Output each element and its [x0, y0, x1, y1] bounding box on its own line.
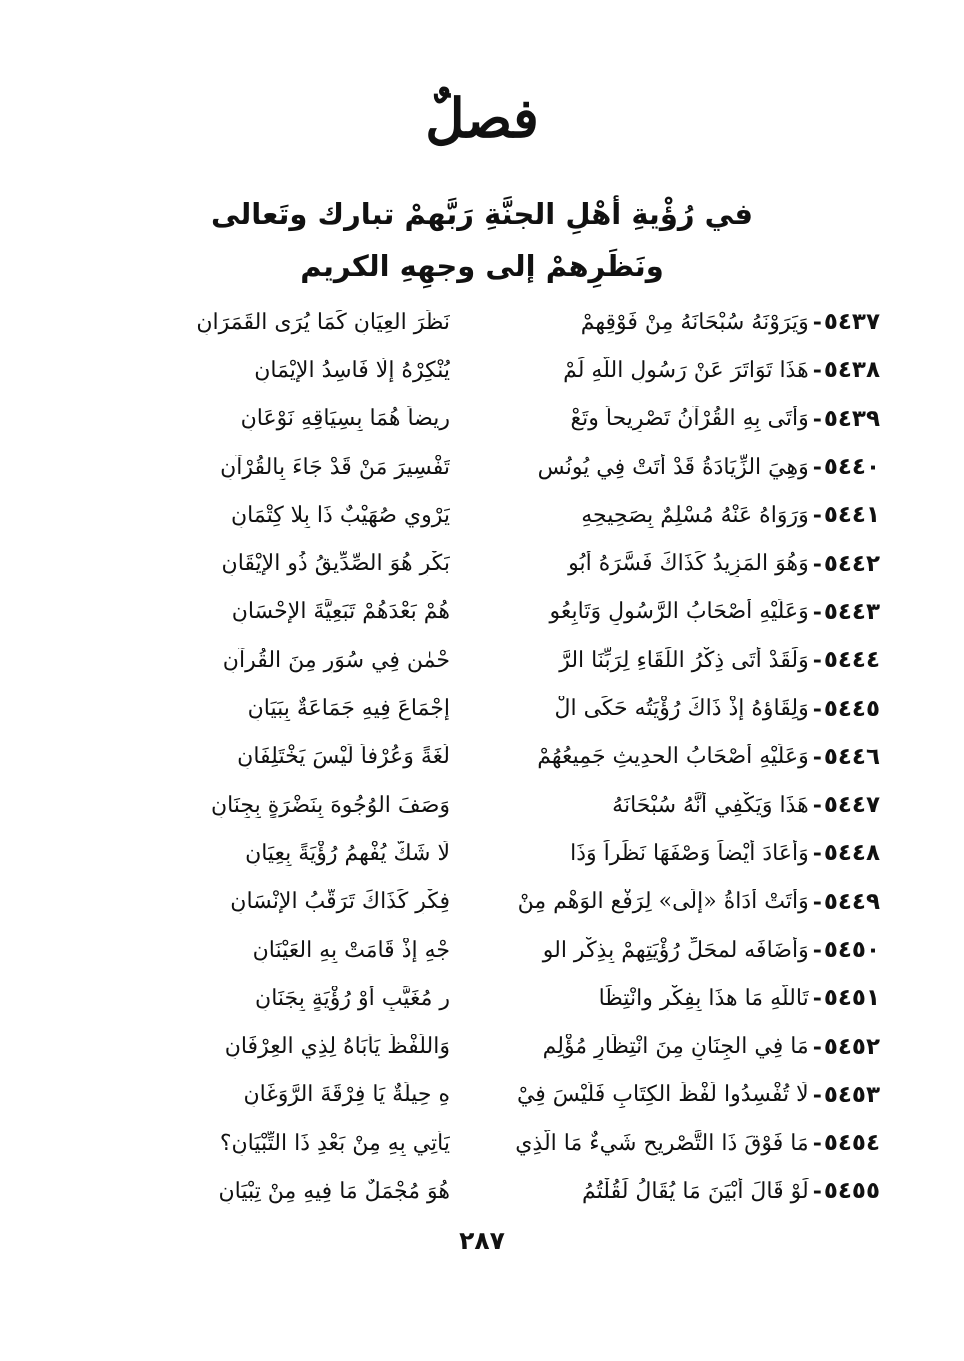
verse-row — [70, 829, 880, 877]
second-hemistich: لَا شَكَّ يُفْهِمُ رُؤْيَةً بِعِيَانِ — [245, 840, 450, 866]
verse-number: ٥٤٥٠ — [823, 937, 880, 963]
verse-dash: - — [812, 454, 822, 481]
first-hemistich — [500, 551, 880, 577]
verse-row — [70, 346, 880, 394]
verse-row — [70, 443, 880, 491]
verse-number: ٥٤٤١ — [823, 502, 880, 529]
first-hemistich-text: وَأتَتْ أدَاةُ «إلَى» لِرَفْعِ الوَهْمِ مِنْ — [517, 889, 809, 915]
verse-row — [70, 1022, 880, 1070]
page-number: ٢٨٧ — [459, 1226, 505, 1255]
chapter-subtitle — [120, 188, 844, 292]
first-hemistich — [500, 406, 880, 432]
verse-row — [70, 781, 880, 829]
first-hemistich-text: لَا تُفْسِدُوا لَفْظَ الكِتَابِ فَلَيْسَ فِيْ — [516, 1082, 809, 1108]
second-hemistich: نَظَرَ العِيَانِ كَمَا يُرَى القَمَرَانِ — [196, 309, 450, 335]
second-hemistich: رِ مُغَيَّبٍ أوْ رُؤْيَةٍ بِجَنَانِ — [255, 985, 450, 1011]
verse-number: ٥٤٣٩ — [823, 405, 880, 432]
first-hemistich — [500, 985, 880, 1011]
verse-dash: - — [812, 502, 822, 529]
first-hemistich — [500, 792, 880, 818]
first-hemistich-text: وَرَوَاهُ عَنْهُ مُسْلِمٌ بِصَحِيحِهِ — [581, 502, 809, 528]
verse-dash: - — [812, 888, 822, 915]
chapter-heading: فصلٌ — [425, 86, 539, 150]
verse-row — [70, 636, 880, 684]
verse-row — [70, 298, 880, 346]
second-hemistich: هُمْ بَعْدَهُمْ تَبَعِيَّةَ الإحْسَانِ — [231, 599, 450, 625]
second-hemistich: حْمٰنِ فِي سُوَرٍ مِنَ القُرآنِ — [222, 647, 450, 673]
verse-row — [70, 1119, 880, 1167]
subtitle-line-2: ونَظَرِهمْ إلى وجهِهِ الكريم — [300, 249, 664, 283]
second-hemistich: وَاللَفْظُ يَأْبَاهُ لِذِي العِرْفَانِ — [224, 1034, 450, 1060]
first-hemistich — [500, 744, 880, 770]
first-hemistich — [500, 357, 880, 383]
second-hemistich: وَصَفَ الوُجُوهَ بِنَضْرَةٍ بِجِنَانِ — [210, 792, 450, 818]
verse-dash: - — [812, 598, 822, 625]
first-hemistich — [500, 889, 880, 915]
first-hemistich-text: تَاللَّهِ مَا هذَا بِفِكْرٍ وانْتِظَا — [598, 985, 809, 1011]
first-hemistich-text: لَوْ قَالَ أبْيَنَ مَا يُقَالُ لَقُلْتُمُ — [582, 1178, 809, 1204]
verse-dash: - — [812, 792, 822, 819]
first-hemistich-text: وَهُوَ المَزِيدُ كَذَاكَ فَسَّرَهُ أبُو — [568, 551, 809, 577]
first-hemistich-text: مَا فَوْقَ ذَا التَّصْرِيحِ شَيءٌ مَا الَّذِي — [515, 1130, 809, 1156]
first-hemistich-text: وَيَرَوْنَهُ سُبْحَانَهُ مِنْ فَوْقِهِمْ — [580, 309, 809, 335]
verse-number: ٥٤٣٨ — [823, 357, 880, 384]
verse-row — [70, 588, 880, 636]
verse-number: ٥٤٥٤ — [823, 1130, 880, 1157]
second-hemistich: هِ حِيلَةٌ يَا فِرْقَةَ الرَّوَغَانِ — [243, 1082, 450, 1108]
verse-row — [70, 539, 880, 587]
verse-dash: - — [812, 695, 822, 722]
verse-row — [70, 1071, 880, 1119]
verse-dash: - — [812, 1081, 822, 1108]
verse-row — [70, 491, 880, 539]
verse-dash: - — [812, 840, 822, 867]
second-hemistich: لُغَةً وَعُرْفاً لَيْسَ يَخْتَلِفَانِ — [237, 744, 450, 770]
verse-dash: - — [812, 550, 822, 577]
verse-row — [70, 1167, 880, 1215]
verse-number: ٥٤٤٠ — [823, 454, 880, 481]
first-hemistich — [500, 1178, 880, 1204]
verse-number: ٥٤٤٥ — [823, 695, 880, 722]
verse-row — [70, 926, 880, 974]
verse-dash: - — [812, 357, 822, 384]
verse-number: ٥٤٥٣ — [823, 1081, 880, 1108]
first-hemistich-text: وَأضَافَه لمحَلِّ رُؤْيَتِهِمْ بِذِكْرِ الو — [542, 937, 809, 963]
verse-dash: - — [812, 743, 822, 770]
verse-number: ٥٤٥١ — [823, 985, 880, 1012]
second-hemistich: هُوَ مُجْمَلٌ مَا فِيهِ مِنْ تِبْيَانِ — [218, 1178, 450, 1204]
first-hemistich — [500, 599, 880, 625]
first-hemistich — [500, 1034, 880, 1060]
verse-number: ٥٤٤٧ — [823, 792, 880, 819]
verse-row — [70, 684, 880, 732]
verse-dash: - — [812, 309, 822, 336]
first-hemistich-text: مَا فِي الجِنَانِ مِنَ انْتِظَارٍ مُؤْلِمٍ — [542, 1034, 809, 1060]
first-hemistich — [500, 937, 880, 963]
second-hemistich: إجْمَاعَ فِيهِ جَمَاعَةٌ بِبَيَانِ — [247, 696, 450, 722]
verse-dash: - — [812, 1033, 822, 1060]
verse-dash: - — [812, 647, 822, 674]
verse-row — [70, 395, 880, 443]
verse-number: ٥٤٤٢ — [823, 550, 880, 577]
first-hemistich — [500, 696, 880, 722]
first-hemistich-text: وَأتَى بِهِ القُرْآنُ تَصْرِيحاً وتَعْ — [570, 406, 809, 432]
first-hemistich-text: وَلِقَاؤهُ إذْ ذَاكَ رُؤْيَتُه حَكَى الْ — [554, 696, 809, 722]
verse-number: ٥٤٥٥ — [823, 1178, 880, 1205]
verse-dash: - — [812, 1178, 822, 1205]
verse-number: ٥٤٣٧ — [823, 309, 880, 336]
verse-list — [70, 298, 880, 1216]
verse-number: ٥٤٤٩ — [823, 888, 880, 915]
first-hemistich-text: وَهِيَ الزِّيَادَةُ قَدْ أتَتْ فِي يُونُسٍ — [537, 454, 809, 480]
verse-number: ٥٤٤٨ — [823, 840, 880, 867]
verse-dash: - — [812, 937, 822, 963]
verse-dash: - — [812, 1130, 822, 1157]
first-hemistich — [500, 840, 880, 866]
first-hemistich — [500, 647, 880, 673]
second-hemistich: تَفْسِيرَ مَنْ قَدْ جَاءَ بِالقُرْآنِ — [220, 454, 450, 480]
second-hemistich: رِيضاً هُمَا بِسِيَاقِهِ نَوْعَانِ — [240, 406, 450, 432]
second-hemistich: يَرْوِي صُهَيْبٌ ذَا بِلا كِتْمَانِ — [231, 502, 450, 528]
first-hemistich — [500, 502, 880, 528]
first-hemistich-text: وَعَلَيْهِ أصْحَابُ الرَّسُولِ وَتَابِعُو — [549, 599, 809, 625]
verse-row — [70, 733, 880, 781]
first-hemistich — [500, 309, 880, 335]
first-hemistich-text: وَأعَادَ أيْضاً وَصْفَهَا نَظَراً وَذَا — [570, 840, 809, 866]
first-hemistich-text: هَذَا وَيَكْفِي أنَّهُ سُبْحَانَهُ — [612, 792, 809, 818]
verse-row — [70, 878, 880, 926]
verse-number: ٥٤٤٦ — [823, 743, 880, 770]
verse-dash: - — [812, 985, 822, 1012]
second-hemistich: فِكْرٍ كَذَاكَ تَرَقُّبُ الإنْسَانِ — [230, 889, 450, 915]
first-hemistich — [500, 1082, 880, 1108]
first-hemistich-text: هَذَا تَوَاتَرَ عَنْ رَسُولِ اللَّهِ لَمْ — [563, 357, 809, 383]
second-hemistich: جْهِ إذْ قَامَتْ بِهِ العَيْنَانِ — [252, 937, 450, 963]
subtitle-line-1: في رُؤْيةِ أهْلِ الجنَّةِ رَبَّهمْ تبارك وتَعالى — [211, 197, 753, 231]
first-hemistich — [500, 454, 880, 480]
first-hemistich-text: وَعَلَيْهِ أصْحَابُ الحدِيثِ جَمِيعُهُمْ — [537, 744, 809, 770]
verse-row — [70, 974, 880, 1022]
verse-dash: - — [812, 405, 822, 432]
verse-number: ٥٤٤٣ — [823, 598, 880, 625]
second-hemistich: يَأْتِي بِهِ مِنْ بَعْدِ ذَا التِّبْيَانِ؟ — [219, 1130, 450, 1156]
verse-number: ٥٤٤٤ — [823, 647, 880, 674]
second-hemistich: يُنْكِرْهُ إلَّا فَاسِدُ الإيْمَانِ — [254, 357, 450, 383]
first-hemistich-text: وَلَقَدْ أتَى ذِكْرُ اللِّقَاءِ لِرَبِّنَا الرَّ — [559, 647, 809, 673]
first-hemistich — [500, 1130, 880, 1156]
verse-number: ٥٤٥٢ — [823, 1033, 880, 1060]
second-hemistich: بَكْرٍ هُوَ الصِّدِّيقُ ذُو الإيْقَانِ — [221, 551, 450, 577]
